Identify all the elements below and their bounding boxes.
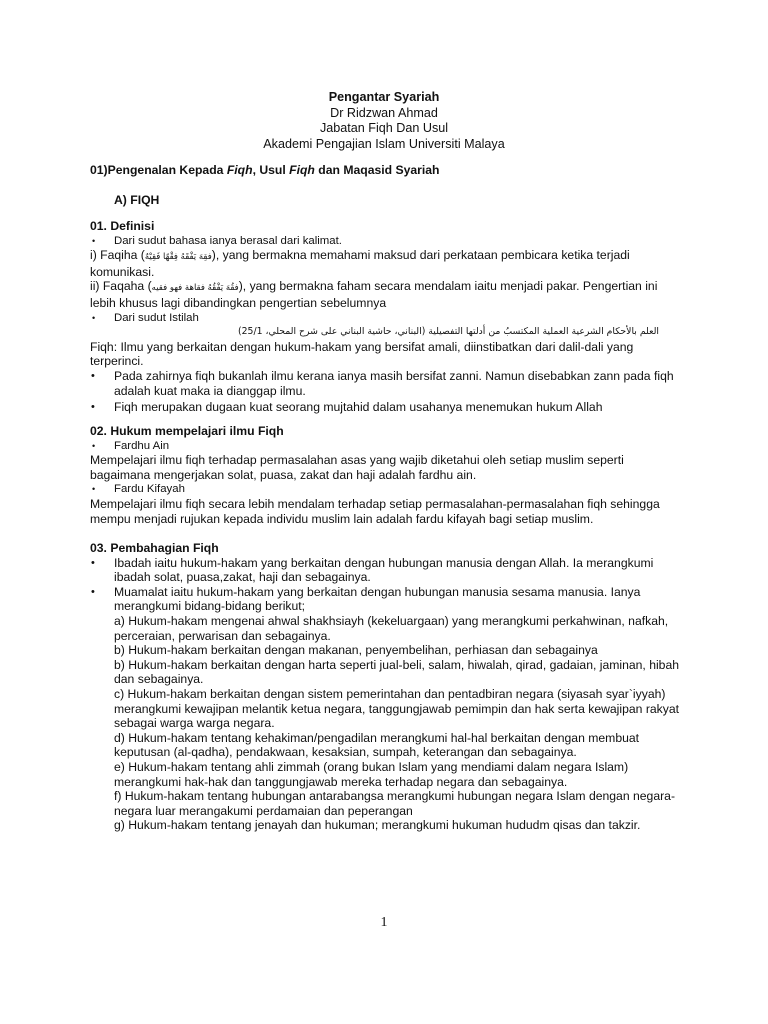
section-title: 03. Pembahagian Fiqh (90, 541, 219, 555)
bullet-item: • Ibadah iaitu hukum-hakam yang berkaitan dengan hubungan manusia dengan Allah. Ia merangkumi ibadah solat, puasa,zakat, haji dan sebagainya. (90, 556, 682, 585)
sub-item: g) Hukum-hakam tentang jenayah dan hukuman; merangkumi hukuman hududm qisas dan takzir. (114, 818, 641, 833)
sub-item: c) Hukum-hakam berkaitan dengan sistem pemerintahan dan pentadbiran negara (siyasah syar`iyyah) merangkumi kewajipan melantik ketua negara, tanggungjawab pemimpin dan hak serta kewajipan rakyat sebagai warga warga negara. (114, 686, 680, 731)
section-pembahagian (90, 541, 682, 833)
bullet-item: • Muamalat iaitu hukum-hakam yang berkaitan dengan hubungan manusia sesama manusia. Ianya merangkumi bidang-bidang berikut; (90, 585, 682, 614)
paragraph: Mempelajari ilmu fiqh terhadap permasalahan asas yang wajib diketahui oleh setiap muslim seperti bagaimana mengerjakan solat, puasa, zakat dan haji adalah fardhu ain. (90, 453, 624, 482)
document-header (0, 90, 768, 152)
bullet-item: • Dari sudut bahasa ianya berasal dari kalimat. (90, 234, 682, 249)
page-number: 1 (380, 915, 388, 930)
bullet-item: • Fardhu Ain (90, 439, 682, 454)
section-a-heading: A) FIQH (114, 193, 160, 207)
fiqh-definition: Fiqh: Ilmu yang berkaitan dengan hukum-hakam yang bersifat amali, diinstibatkan dari dalil-dali yang terperinci. (90, 339, 634, 369)
author-name: Dr Ridzwan Ahmad (330, 105, 438, 120)
main-heading: 01)Pengenalan Kepada Fiqh, Usul Fiqh dan Maqasid Syariah (90, 163, 440, 177)
section-title: 02. Hukum mempelajari ilmu Fiqh (90, 424, 284, 438)
department-name: Jabatan Fiqh Dan Usul (319, 121, 449, 135)
section-title: 01. Definisi (90, 219, 155, 233)
arabic-definition: العلم بالأحكام الشرعية العملية المكتسبُ من أدلتها التفصيلية (البناني، حاشية البناني على شرح المحلي، 25/1) (237, 326, 659, 338)
faqiha-paragraph: i) Faqiha (فقِهَ يَفْقَهُ فِقْهًا فَقِيْهٌ), yang bermakna memahami maksud dari perkataan pembicara ketika terjadi komunikasi. (90, 248, 630, 279)
arabic-term: فقُهَ يَفْقُهُ فقاهة فهو فقيه (151, 283, 239, 294)
bullet-item: • Fardu Kifayah (90, 482, 682, 497)
section-definisi (90, 219, 682, 415)
sub-item: e) Hukum-hakam tentang ahli zimmah (orang bukan Islam yang mendiami dalam negara Islam) merangkumi hak-hak dan tanggungjawab mereka terhadap negara dan sebagainya. (114, 759, 629, 789)
sub-item: f) Hukum-hakam tentang hubungan antarabangsa merangkumi hubungan negara Islam dengan negara-negara luar merangakumi perdamaian dan peperangan (114, 789, 675, 818)
sub-item: a) Hukum-hakam mengenai ahwal shakhsiayh (kekeluargaan) yang merangkumi perkahwinan, nafkah, perceraian, perwarisan dan sebagainya. (114, 613, 669, 643)
faqaha-paragraph: ii) Faqaha (فقُهَ يَفْقُهُ فقاهة فهو فقيه), yang bermakna faham secara mendalam iaitu menjadi pakar. Pengertian ini lebih khusus lagi dibandingkan pengertian sebelumnya (90, 279, 658, 310)
arabic-term: فقِهَ يَفْقَهُ فِقْهًا فَقِيْهٌ (144, 252, 212, 263)
sub-item: b) Hukum-hakam berkaitan dengan harta seperti jual-beli, salam, hiwalah, qirad, gadaian, jaminan, hibah dan sebagainya. (114, 657, 680, 687)
sub-item: d) Hukum-hakam tentang kehakiman/pengadilan merangkumi hal-hal berkaitan dengan membuat keputusan (al-qadha), pendakwaan, kesaksian, sumpah, keterangan dan sebagainya. (114, 730, 640, 760)
academy-name: Akademi Pengajian Islam Universiti Malaya (263, 136, 505, 151)
bullet-item: • Fiqh merupakan dugaan kuat seorang mujtahid dalam usahanya menemukan hukum Allah (90, 400, 682, 415)
document-title: Pengantar Syariah (328, 90, 440, 104)
section-hukum (90, 424, 682, 526)
bullet-item: • Dari sudut Istilah (90, 311, 682, 326)
sub-item: b) Hukum-hakam berkaitan dengan makanan, penyembelihan, perhiasan dan sebagainya (114, 643, 598, 658)
bullet-item: • Pada zahirnya fiqh bukanlah ilmu kerana ianya masih bersifat zanni. Namun disebabkan zann pada fiqh adalah kuat maka ia dianggap ilmu. (90, 369, 682, 398)
paragraph: Mempelajari ilmu fiqh secara lebih mendalam terhadap setiap permasalahan-permasalahan fiqh sehingga mempu menjadi rujukan kepada individu muslim lain adalah fardu kifayah bagi setiap muslim. (90, 496, 660, 526)
